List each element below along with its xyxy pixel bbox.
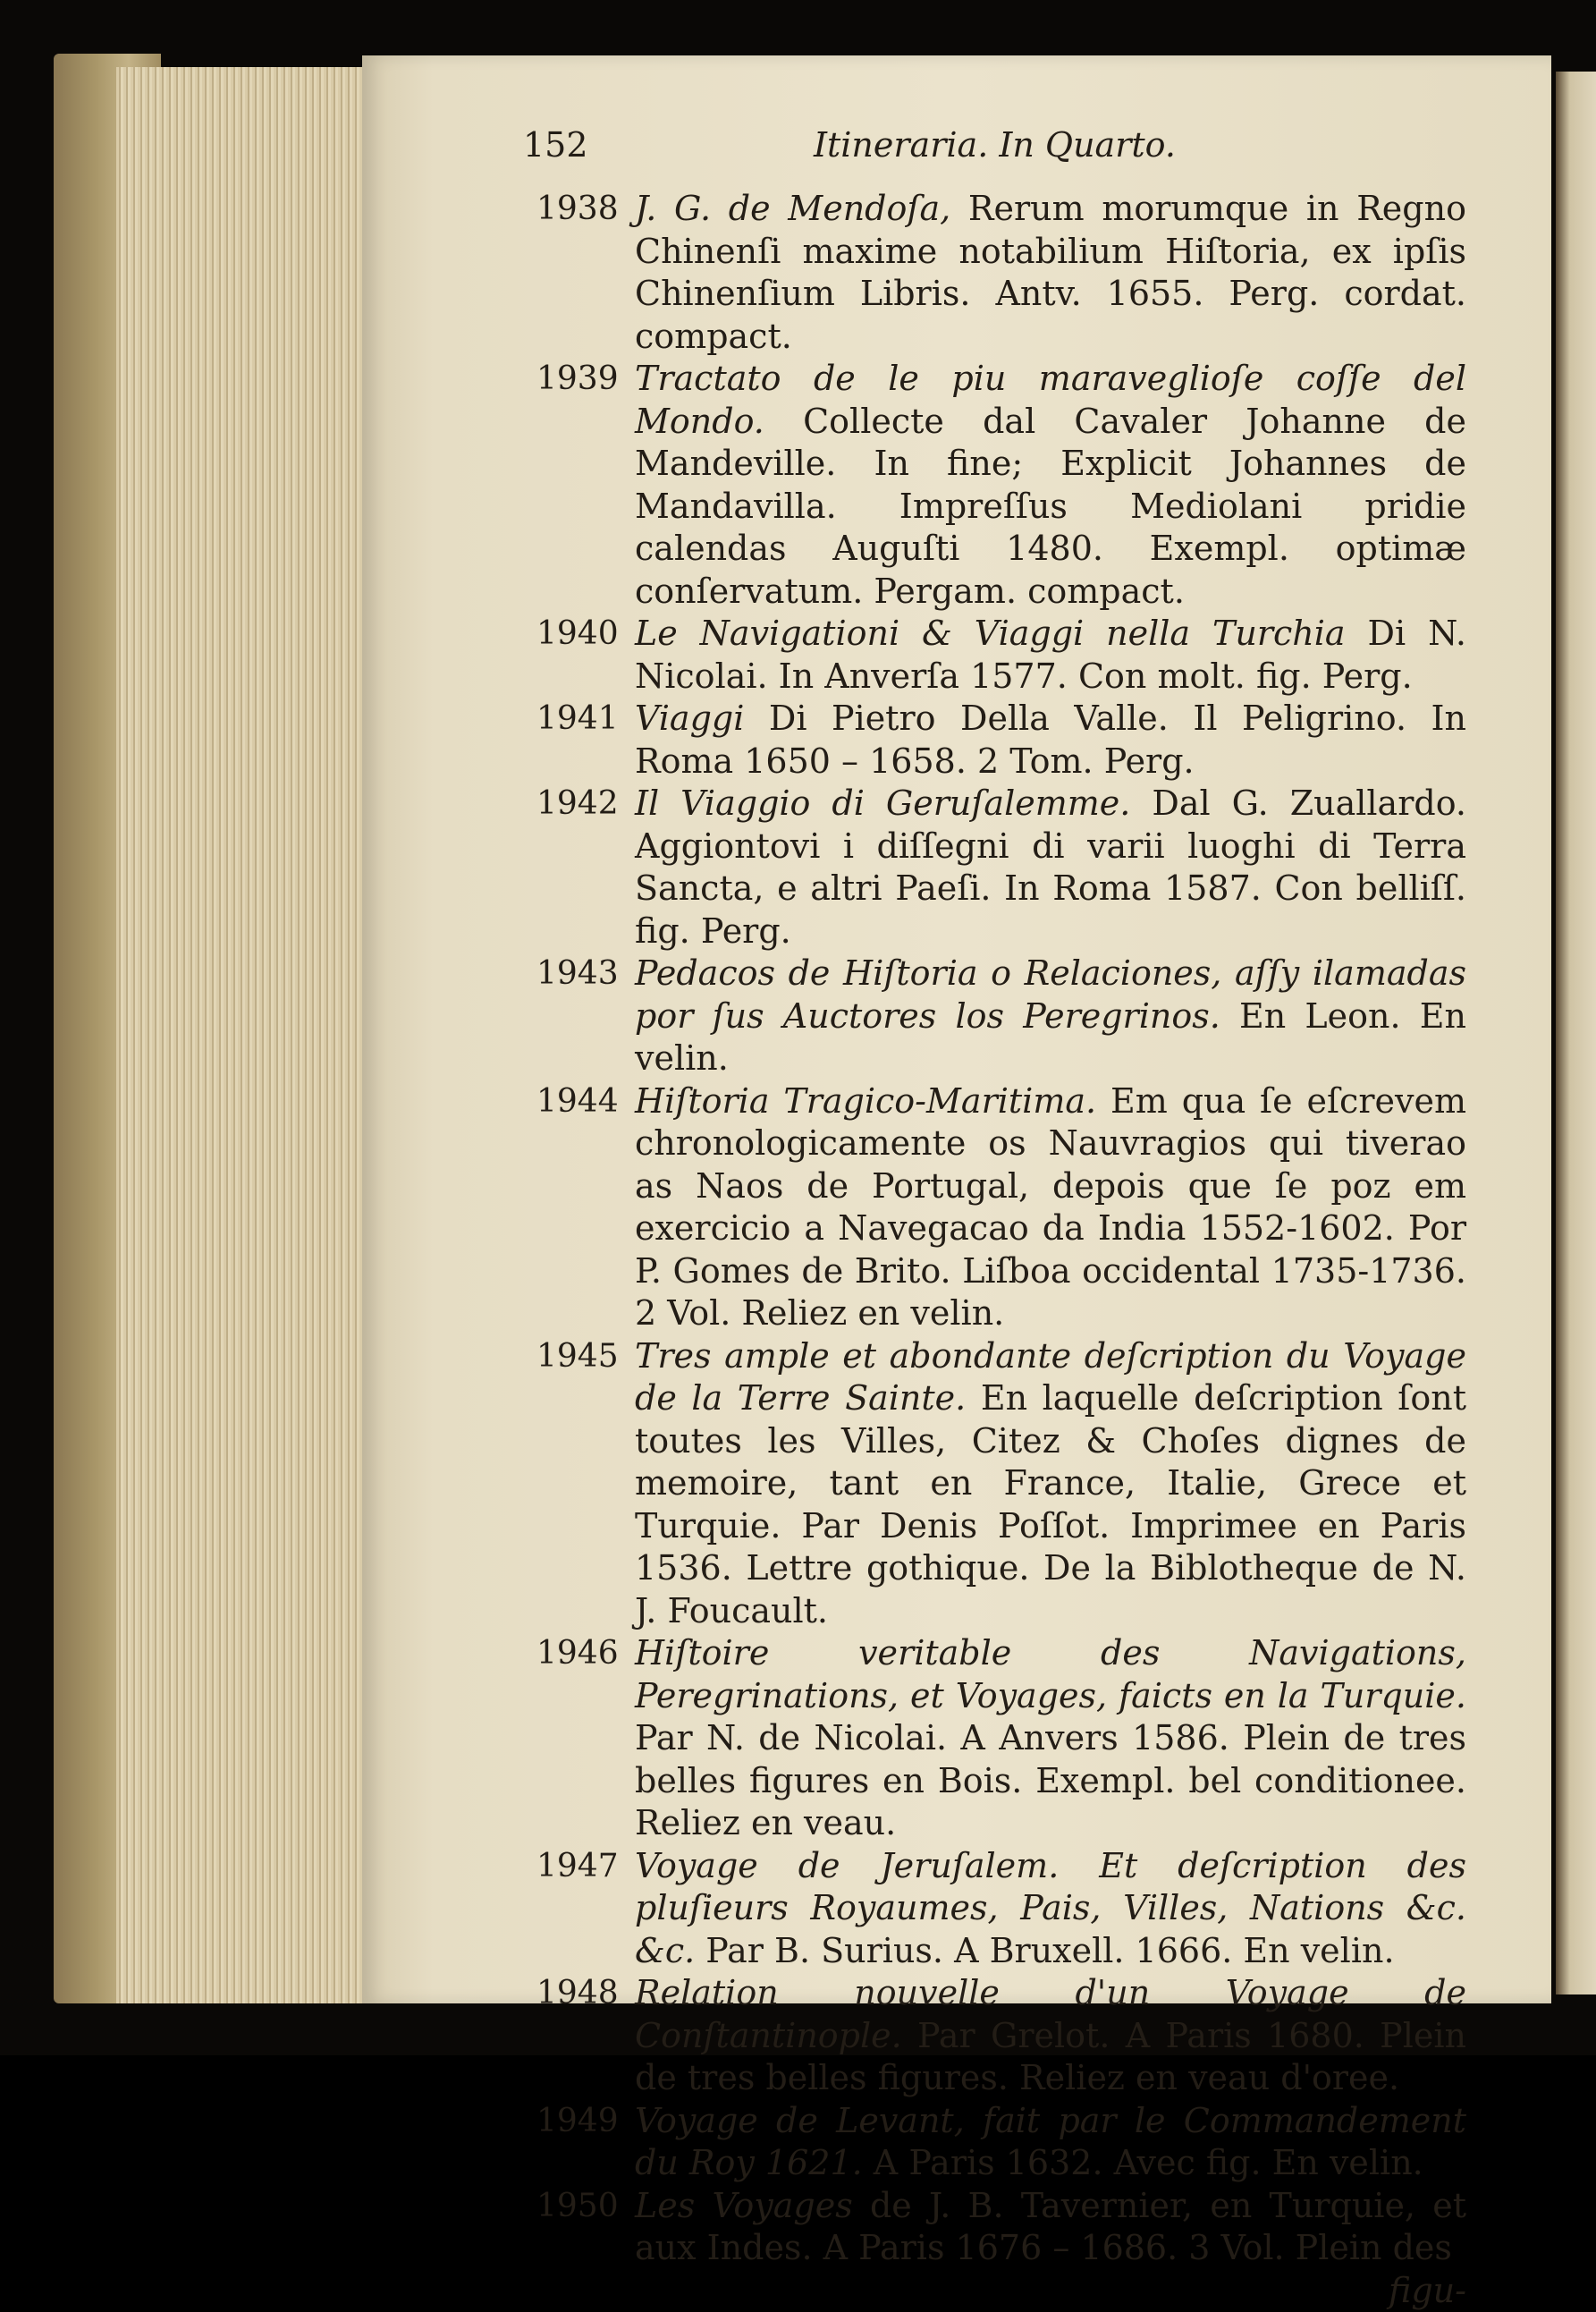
catalog-entry	[536, 2185, 1466, 2270]
entry-text: Di N. Nicolai. In Anverſa 1577. Con molt. fig. Perg.	[635, 614, 1466, 696]
entry-number: 1949	[536, 2100, 635, 2143]
catalog-entry	[536, 1845, 1466, 1973]
catalog-entry	[536, 1972, 1466, 2100]
entry-text: Par N. de Nicolai. A Anvers 1586. Plein de tres belles figures en Bois. Exempl. bel conditionee. Reliez en veau.	[635, 1718, 1466, 1842]
entry-number: 1945	[536, 1335, 635, 1378]
entry-number: 1940	[536, 613, 635, 656]
entry-number: 1948	[536, 1972, 635, 2015]
entry-title: Tractato de le piu maraveglioſe coſſe del Mondo.	[635, 359, 1466, 441]
page-edges	[116, 67, 376, 2003]
entry-text: Dal G. Zuallardo. Aggiontovi i diſſegni di varii luoghi di Terra Sancta, e altri Paeſi. In Roma 1587. Con belliſſ. fig. Perg.	[635, 783, 1466, 951]
entry-title: Il Viaggio di Geruſalemme.	[635, 783, 1130, 823]
entry-number: 1939	[536, 358, 635, 401]
running-head: Itineraria. In Quarto.	[814, 125, 1176, 165]
entry-number: 1942	[536, 783, 635, 826]
catalog-entry	[536, 1080, 1466, 1335]
catalog-entry	[536, 1335, 1466, 1633]
entry-text: Em qua ſe eſcrevem chronologicamente os Nauvragios qui tiverao as Naos de Portugal, depois que ſe poz em exercicio a Navegacao da India 1552-1602. Por P. Gomes de Brito. Liſboa occidental 1735-1736. 2 Vol. Reliez en velin.	[635, 1081, 1466, 1334]
entry-text: En Leon. En velin.	[635, 996, 1466, 1079]
entry-title: Pedacos de Hiſtoria o Relaciones, aſſy ilamadas por ſus Auctores los Peregrinos.	[635, 953, 1466, 1036]
facing-page	[1556, 72, 1596, 1994]
catalog-entry	[536, 2100, 1466, 2185]
catalog-entry	[536, 358, 1466, 613]
entry-number: 1946	[536, 1632, 635, 1675]
entry-number: 1943	[536, 953, 635, 995]
page-number: 152	[523, 125, 588, 165]
entry-number: 1947	[536, 1845, 635, 1888]
entry-title: Hiſtoria Tragico-Maritima.	[635, 1081, 1096, 1121]
entry-title: Le Navigationi & Viaggi nella Turchia	[635, 614, 1346, 653]
entry-title: Les Voyages	[635, 2186, 853, 2225]
entry-number: 1941	[536, 698, 635, 741]
entry-text: En laquelle deſcription ſont toutes les Villes, Citez & Choſes dignes de memoire, tant en France, Italie, Grece et Turquie. Par Denis Poſſot. Imprimee en Paris 1536. Lettre gothique. De la Biblotheque de N. J. Foucault.	[635, 1378, 1466, 1630]
entry-title: Relation nouvelle d'un Voyage de Conſtantinople.	[635, 1973, 1466, 2055]
page-content	[536, 125, 1466, 2312]
entry-title: Voyage de Levant, fait par le Commandement du Roy 1621.	[635, 2101, 1466, 2183]
catalog-entry	[536, 783, 1466, 953]
entry-title: Voyage de Jeruſalem. Et deſcription des pluſieurs Royaumes, Pais, Villes, Nations &c. &c.	[635, 1846, 1466, 1970]
entry-text: A Paris 1632. Avec fig. En velin.	[874, 2143, 1423, 2182]
entry-number: 1938	[536, 188, 635, 231]
entry-text: Di Pietro Della Valle. Il Peligrino. In Roma 1650 – 1658. 2 Tom. Perg.	[635, 699, 1466, 781]
page-header	[536, 125, 1466, 179]
entry-text: Rerum morumque in Regno Chinenſi maxime notabilium Hiſtoria, ex ipſis Chinenſium Libris. Antv. 1655. Perg. cordat. compact.	[635, 189, 1466, 356]
entry-title: J. G. de Mendoſa,	[635, 189, 950, 228]
entry-text: Par B. Surius. A Bruxell. 1666. En velin.	[705, 1931, 1394, 1970]
catalog-entry	[536, 1632, 1466, 1845]
entry-text: Collecte dal Cavaler Johanne de Mandeville. In fine; Explicit Johannes de Mandavilla. Impreſſus Mediolani pridie calendas Auguſti 1480. Exempl. optimæ conſervatum. Pergam. compact.	[635, 402, 1466, 611]
catchword: figu-	[536, 2270, 1466, 2312]
catalog-entry	[536, 188, 1466, 358]
entry-number: 1950	[536, 2185, 635, 2228]
entry-text: de J. B. Tavernier, en Turquie, et aux Indes. A Paris 1676 – 1686. 3 Vol. Plein des	[635, 2186, 1466, 2268]
catalog-entry	[536, 953, 1466, 1080]
entry-text: Par Grelot. A Paris 1680. Plein de tres belles figures. Reliez en veau d'oree.	[635, 2016, 1466, 2098]
entry-title: Viaggi	[635, 699, 744, 738]
catalog-entry	[536, 613, 1466, 698]
entry-title: Tres ample et abondante deſcription du Voyage de la Terre Sainte.	[635, 1336, 1466, 1419]
entry-number: 1944	[536, 1080, 635, 1123]
entry-title: Hiſtoire veritable des Navigations, Peregrinations, et Voyages, faicts en la Turquie.	[635, 1633, 1466, 1715]
catalog-entry	[536, 698, 1466, 783]
